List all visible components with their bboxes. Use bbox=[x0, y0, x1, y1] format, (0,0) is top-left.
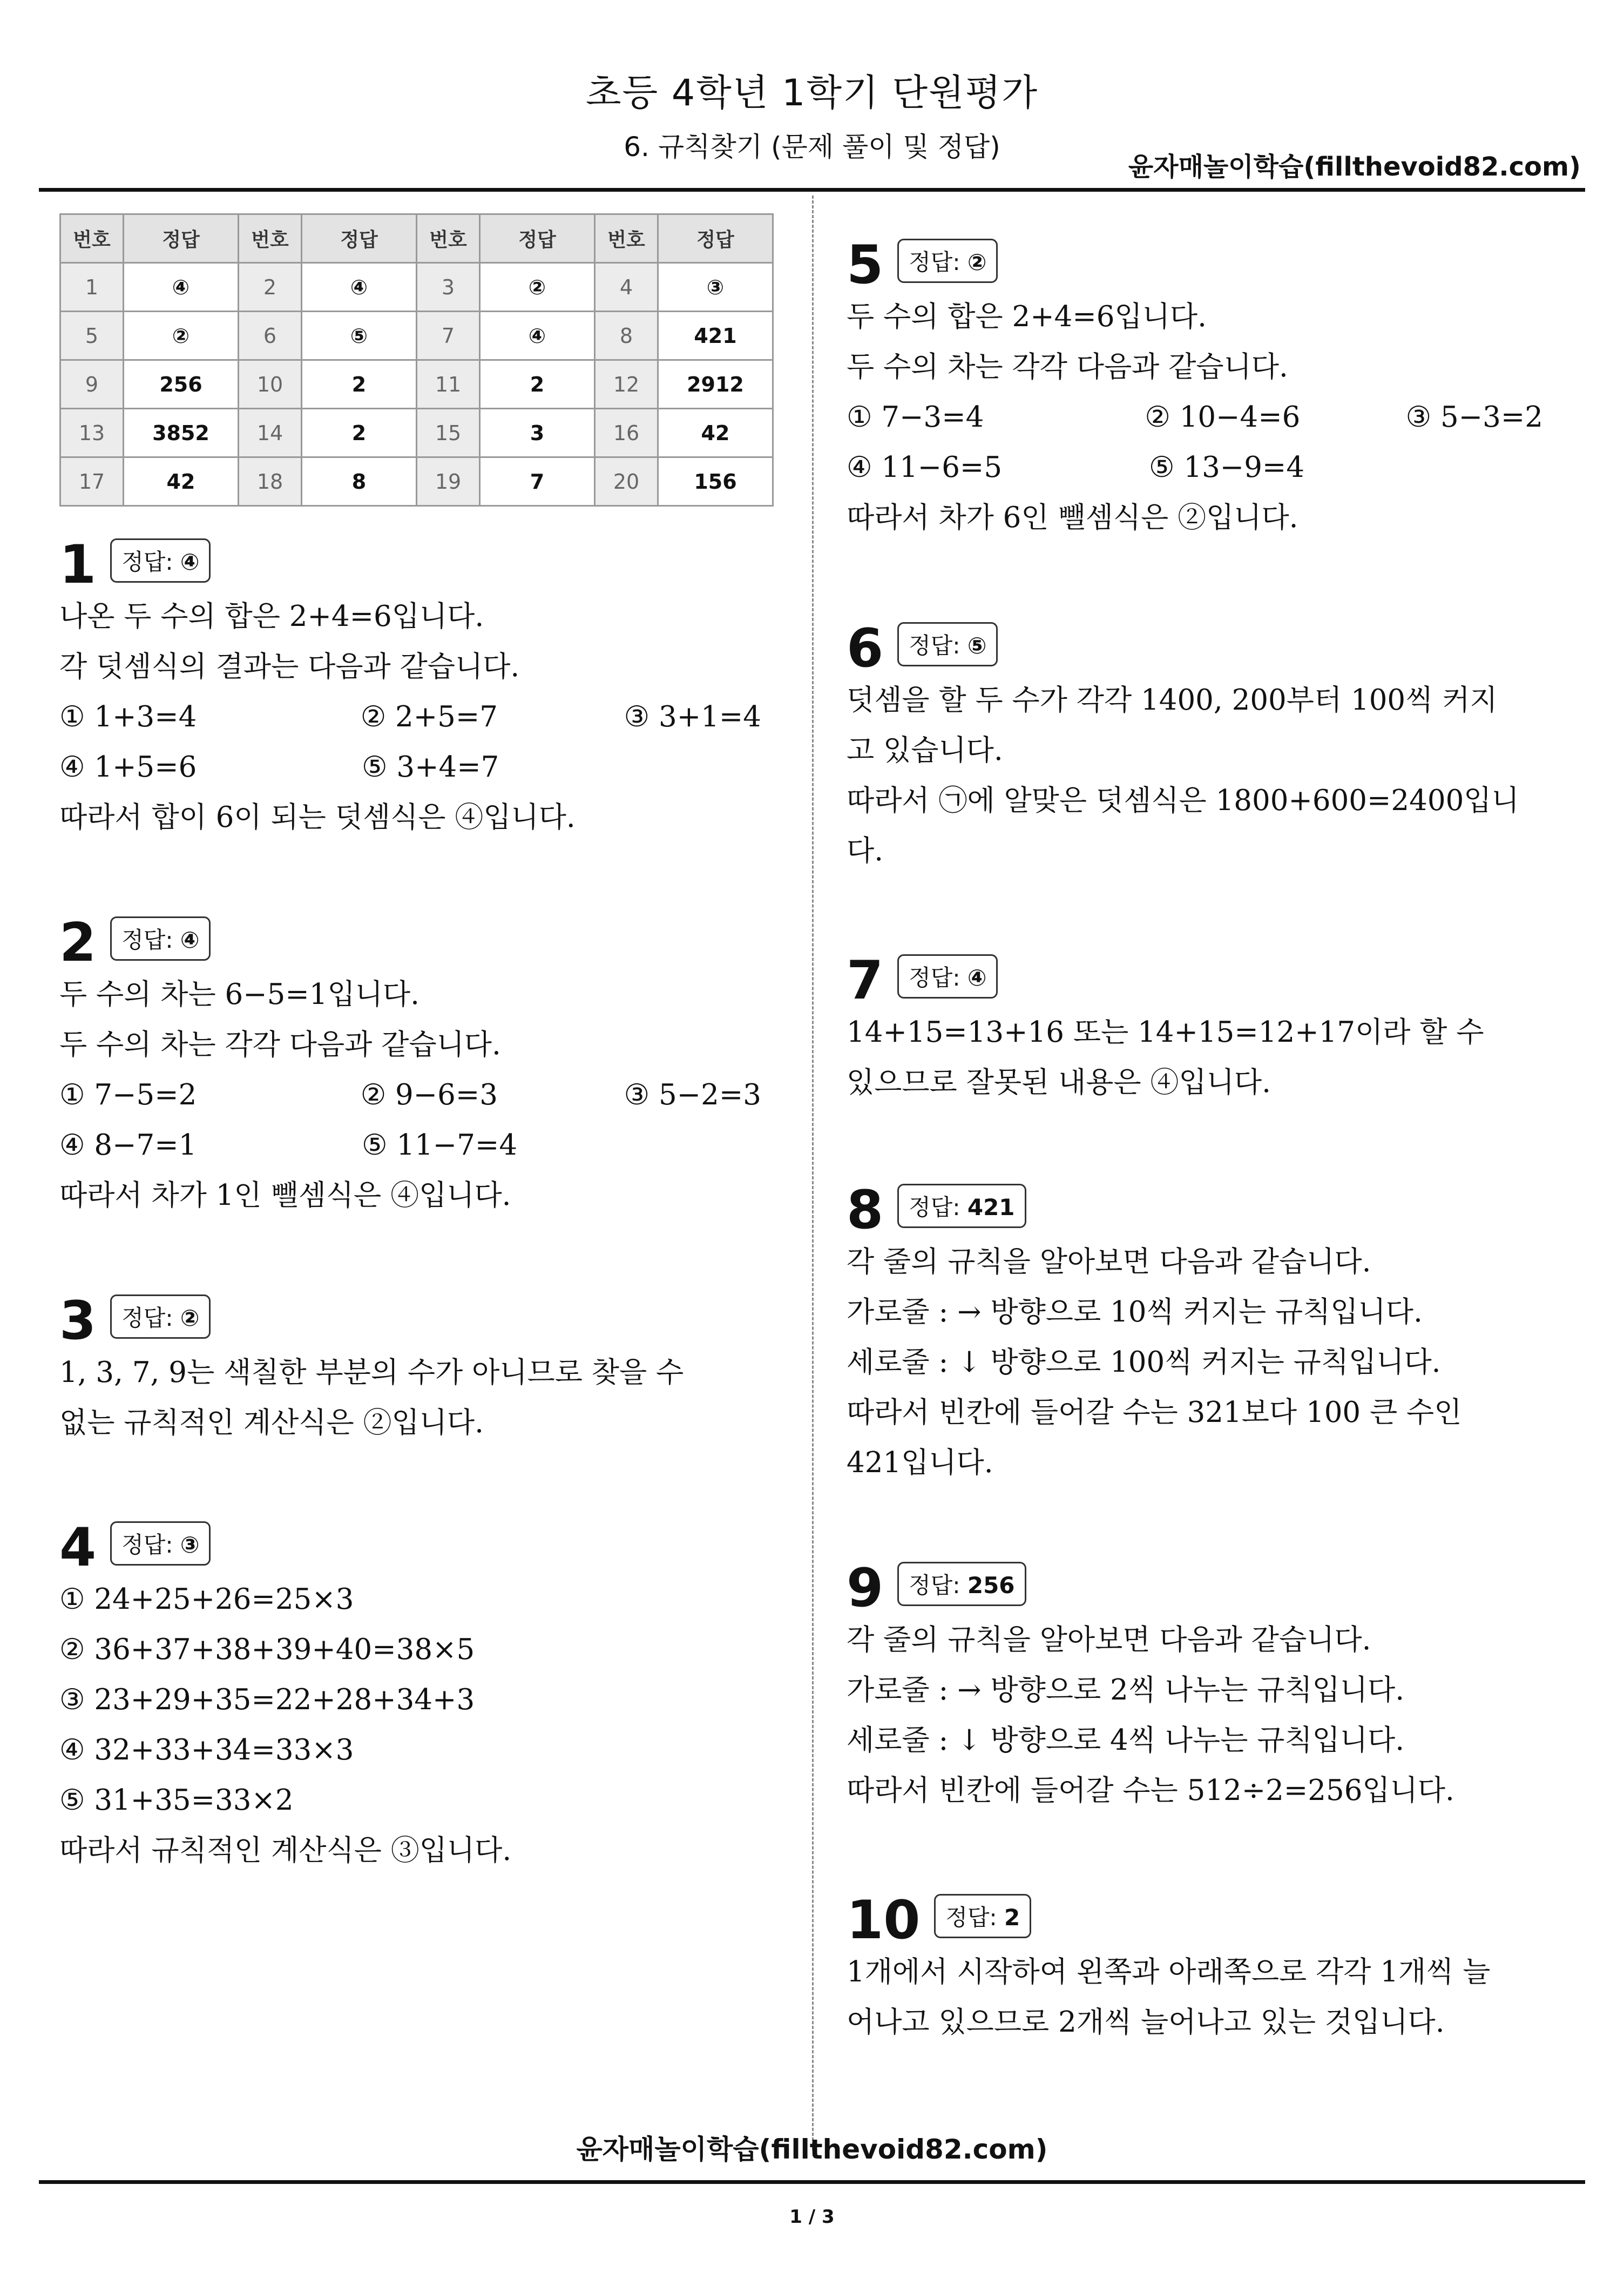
solution-line: 1개에서 시작하여 왼쪽과 아래쪽으로 각각 1개씩 늘 bbox=[847, 1955, 1491, 1988]
option: ② 2+5=7 bbox=[360, 700, 498, 733]
problem-number: 5 bbox=[847, 234, 884, 296]
problem-7 bbox=[847, 948, 1543, 1108]
cell-num: 5 bbox=[60, 312, 124, 360]
cell-ans: 8 bbox=[302, 457, 417, 506]
solution-line: 따라서 차가 1인 뺄셈식은 ④입니다. bbox=[59, 1179, 511, 1212]
problem-number: 4 bbox=[59, 1517, 97, 1579]
badge-value: ④ bbox=[967, 965, 987, 991]
option: ① 7−3=4 bbox=[847, 401, 984, 434]
brand-footer: 윤자매놀이학습(fillthevoid82.com) bbox=[576, 2134, 1048, 2165]
answer-badge bbox=[110, 538, 211, 583]
solution-line: 따라서 빈칸에 들어갈 수는 512÷2=256입니다. bbox=[847, 1774, 1454, 1807]
solution-line: 14+15=13+16 또는 14+15=12+17이라 할 수 bbox=[847, 1016, 1484, 1049]
problem-1 bbox=[59, 532, 761, 842]
header-num: 번호 bbox=[60, 214, 124, 263]
answer-badge bbox=[110, 1294, 211, 1339]
header-num: 번호 bbox=[595, 214, 658, 263]
option-row bbox=[59, 742, 761, 792]
answer-table bbox=[59, 213, 774, 507]
solution-line: ③ 23+29+35=22+28+34+3 bbox=[59, 1683, 475, 1716]
option: ⑤ 11−7=4 bbox=[362, 1129, 518, 1162]
header-ans: 정답 bbox=[480, 214, 595, 263]
footer-rule bbox=[39, 2180, 1585, 2184]
problem-9 bbox=[847, 1555, 1543, 1816]
cell-ans: 42 bbox=[658, 409, 773, 457]
solution-line: 각 줄의 규칙을 알아보면 다음과 같습니다. bbox=[847, 1623, 1371, 1656]
answer-badge bbox=[897, 239, 998, 283]
problem-6 bbox=[847, 616, 1543, 876]
solution-line: 없는 규칙적인 계산식은 ②입니다. bbox=[59, 1406, 484, 1439]
cell-num: 11 bbox=[417, 360, 480, 409]
answer-badge bbox=[897, 622, 998, 666]
badge-label: 정답: bbox=[121, 549, 180, 575]
solution-line: 따라서 차가 6인 뺄셈식은 ②입니다. bbox=[847, 501, 1298, 534]
cell-ans: ④ bbox=[302, 263, 417, 312]
solution-line: ② 36+37+38+39+40=38×5 bbox=[59, 1633, 475, 1666]
column-divider bbox=[812, 195, 814, 2150]
badge-value: ④ bbox=[180, 927, 200, 953]
cell-num: 17 bbox=[60, 457, 124, 506]
option: ④ 8−7=1 bbox=[59, 1129, 197, 1162]
cell-num: 7 bbox=[417, 312, 480, 360]
problem-number: 3 bbox=[59, 1290, 97, 1352]
badge-label: 정답: bbox=[909, 965, 967, 991]
cell-ans: 3 bbox=[480, 409, 595, 457]
option: ② 10−4=6 bbox=[1145, 401, 1301, 434]
option-row bbox=[59, 692, 761, 742]
badge-value: ⑤ bbox=[967, 632, 987, 659]
brand-header: 윤자매놀이학습(fillthevoid82.com) bbox=[1128, 152, 1581, 182]
solution-line: 고 있습니다. bbox=[847, 734, 1003, 767]
problem-number: 9 bbox=[847, 1557, 884, 1619]
cell-ans: 256 bbox=[124, 360, 239, 409]
cell-num: 3 bbox=[417, 263, 480, 312]
header-ans: 정답 bbox=[124, 214, 239, 263]
badge-label: 정답: bbox=[909, 632, 967, 659]
cell-num: 9 bbox=[60, 360, 124, 409]
answer-badge bbox=[934, 1894, 1031, 1938]
option: ① 1+3=4 bbox=[59, 700, 197, 733]
badge-value: ③ bbox=[180, 1532, 200, 1558]
table-row bbox=[60, 360, 773, 409]
badge-label: 정답: bbox=[909, 249, 967, 275]
solution-line: 따라서 ㉠에 알맞은 덧셈식은 1800+600=2400입니 bbox=[847, 784, 1519, 817]
solution-line: ④ 32+33+34=33×3 bbox=[59, 1734, 354, 1766]
cell-num: 10 bbox=[239, 360, 302, 409]
cell-ans: 2 bbox=[302, 360, 417, 409]
badge-value: 256 bbox=[967, 1572, 1015, 1599]
cell-ans: ⑤ bbox=[302, 312, 417, 360]
option: ② 9−6=3 bbox=[360, 1078, 498, 1111]
badge-label: 정답: bbox=[121, 927, 180, 953]
option: ③ 5−3=2 bbox=[1405, 401, 1543, 434]
solution-line: 따라서 빈칸에 들어갈 수는 321보다 100 큰 수인 bbox=[847, 1396, 1462, 1429]
badge-value: ② bbox=[967, 249, 987, 275]
cell-ans: 2 bbox=[302, 409, 417, 457]
solution-line: 따라서 합이 6이 되는 덧셈식은 ④입니다. bbox=[59, 801, 576, 834]
badge-value: ④ bbox=[180, 549, 200, 575]
problem-number: 8 bbox=[847, 1179, 884, 1241]
cell-num: 8 bbox=[595, 312, 658, 360]
cell-num: 14 bbox=[239, 409, 302, 457]
badge-label: 정답: bbox=[945, 1904, 1005, 1931]
page-subtitle: 6. 규칙찾기 (문제 풀이 및 정답) bbox=[624, 131, 1000, 163]
problem-5 bbox=[847, 232, 1543, 543]
solution-line: 421입니다. bbox=[847, 1446, 993, 1479]
answer-badge bbox=[897, 954, 998, 999]
page-number: 1 / 3 bbox=[789, 2206, 835, 2228]
problem-number: 7 bbox=[847, 950, 884, 1011]
table-header-row bbox=[60, 214, 773, 263]
table-row bbox=[60, 409, 773, 457]
solution-line: 두 수의 차는 각각 다음과 같습니다. bbox=[59, 1028, 501, 1061]
option-row bbox=[59, 1120, 761, 1170]
cell-num: 12 bbox=[595, 360, 658, 409]
solution-line: 세로줄 : ↓ 방향으로 4씩 나누는 규칙입니다. bbox=[847, 1724, 1405, 1757]
table-row bbox=[60, 457, 773, 506]
option: ③ 5−2=3 bbox=[624, 1078, 761, 1111]
badge-value: ② bbox=[180, 1305, 200, 1331]
header-rule bbox=[39, 188, 1585, 192]
answer-badge bbox=[897, 1184, 1026, 1228]
option: ⑤ 3+4=7 bbox=[362, 751, 499, 784]
solution-line: 각 덧셈식의 결과는 다음과 같습니다. bbox=[59, 650, 520, 683]
table-row bbox=[60, 312, 773, 360]
cell-ans: ④ bbox=[124, 263, 239, 312]
badge-value: 2 bbox=[1004, 1904, 1020, 1931]
solution-line: 있으므로 잘못된 내용은 ④입니다. bbox=[847, 1066, 1271, 1099]
solution-line: 가로줄 : → 방향으로 10씩 커지는 규칙입니다. bbox=[847, 1296, 1423, 1329]
option-row bbox=[847, 392, 1543, 442]
cell-num: 16 bbox=[595, 409, 658, 457]
header-num: 번호 bbox=[239, 214, 302, 263]
option: ④ 1+5=6 bbox=[59, 751, 197, 784]
cell-num: 18 bbox=[239, 457, 302, 506]
badge-label: 정답: bbox=[909, 1572, 967, 1599]
cell-num: 4 bbox=[595, 263, 658, 312]
option-row bbox=[847, 442, 1543, 493]
solution-line: 각 줄의 규칙을 알아보면 다음과 같습니다. bbox=[847, 1245, 1371, 1278]
solution-line: 두 수의 차는 6−5=1입니다. bbox=[59, 978, 419, 1011]
header-num: 번호 bbox=[417, 214, 480, 263]
solution-line: 어나고 있으므로 2개씩 늘어나고 있는 것입니다. bbox=[847, 2006, 1445, 2039]
badge-value: 421 bbox=[967, 1194, 1015, 1220]
header-ans: 정답 bbox=[658, 214, 773, 263]
problem-number: 1 bbox=[59, 534, 97, 596]
table-row bbox=[60, 263, 773, 312]
problem-3 bbox=[59, 1288, 761, 1448]
solution-line: 덧셈을 할 두 수가 각각 1400, 200부터 100씩 커지 bbox=[847, 684, 1498, 717]
page-title: 초등 4학년 1학기 단원평가 bbox=[585, 72, 1039, 114]
cell-ans: ② bbox=[124, 312, 239, 360]
problem-8 bbox=[847, 1177, 1543, 1488]
solution-line: 세로줄 : ↓ 방향으로 100씩 커지는 규칙입니다. bbox=[847, 1346, 1441, 1379]
problem-2 bbox=[59, 910, 761, 1220]
solution-line: 1, 3, 7, 9는 색칠한 부분의 수가 아니므로 찾을 수 bbox=[59, 1356, 684, 1389]
option: ③ 3+1=4 bbox=[624, 700, 761, 733]
cell-num: 15 bbox=[417, 409, 480, 457]
header-ans: 정답 bbox=[302, 214, 417, 263]
option: ① 7−5=2 bbox=[59, 1078, 197, 1111]
solution-line: 두 수의 합은 2+4=6입니다. bbox=[847, 300, 1207, 333]
cell-num: 1 bbox=[60, 263, 124, 312]
solution-line: ① 24+25+26=25×3 bbox=[59, 1583, 354, 1616]
solution-line: 따라서 규칙적인 계산식은 ③입니다. bbox=[59, 1834, 512, 1867]
option-row bbox=[59, 1070, 761, 1120]
answer-badge bbox=[110, 1521, 211, 1566]
cell-num: 6 bbox=[239, 312, 302, 360]
problem-number: 10 bbox=[847, 1890, 921, 1951]
option: ④ 11−6=5 bbox=[847, 451, 1003, 484]
problem-number: 6 bbox=[847, 618, 884, 679]
solution-line: 두 수의 차는 각각 다음과 같습니다. bbox=[847, 350, 1288, 383]
cell-num: 19 bbox=[417, 457, 480, 506]
cell-num: 20 bbox=[595, 457, 658, 506]
cell-ans: 7 bbox=[480, 457, 595, 506]
solution-line: 가로줄 : → 방향으로 2씩 나누는 규칙입니다. bbox=[847, 1674, 1405, 1707]
cell-ans: 421 bbox=[658, 312, 773, 360]
badge-label: 정답: bbox=[121, 1305, 180, 1331]
badge-label: 정답: bbox=[909, 1194, 967, 1220]
cell-ans: 156 bbox=[658, 457, 773, 506]
solution-line: 다. bbox=[847, 834, 884, 867]
cell-ans: ③ bbox=[658, 263, 773, 312]
problem-number: 2 bbox=[59, 912, 97, 974]
cell-ans: 2912 bbox=[658, 360, 773, 409]
cell-ans: 2 bbox=[480, 360, 595, 409]
problem-10 bbox=[847, 1887, 1543, 2047]
solution-line: 나온 두 수의 합은 2+4=6입니다. bbox=[59, 600, 484, 633]
answer-badge bbox=[110, 916, 211, 961]
problem-4 bbox=[59, 1515, 761, 1876]
cell-ans: ② bbox=[480, 263, 595, 312]
answer-badge bbox=[897, 1562, 1026, 1606]
cell-ans: 42 bbox=[124, 457, 239, 506]
solution-line: ⑤ 31+35=33×2 bbox=[59, 1784, 294, 1817]
cell-num: 2 bbox=[239, 263, 302, 312]
option: ⑤ 13−9=4 bbox=[1149, 451, 1305, 484]
cell-ans: 3852 bbox=[124, 409, 239, 457]
badge-label: 정답: bbox=[121, 1532, 180, 1558]
cell-ans: ④ bbox=[480, 312, 595, 360]
cell-num: 13 bbox=[60, 409, 124, 457]
